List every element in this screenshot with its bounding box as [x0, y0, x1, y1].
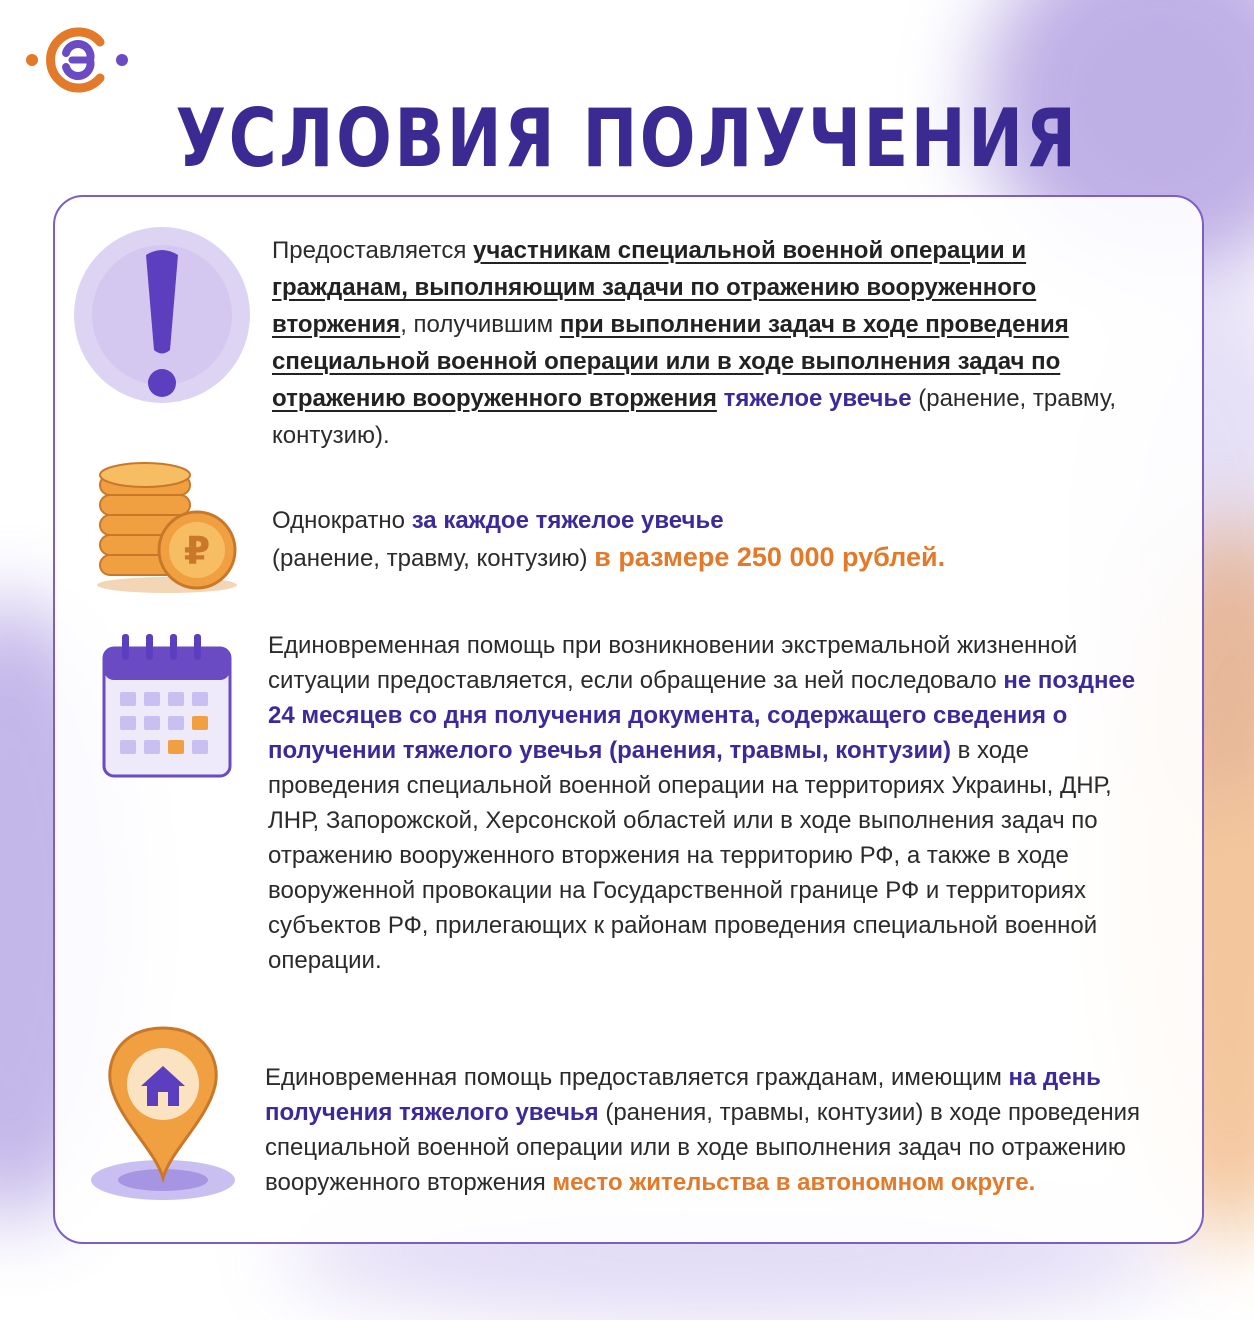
- text-highlight-orange: место жительства в автономном округе.: [552, 1169, 1036, 1196]
- block-amount-line1: [272, 502, 1152, 539]
- text-highlight: на день получения тяжелого увечья: [265, 1064, 1101, 1126]
- text-highlight: за каждое тяжелое увечье: [411, 507, 724, 534]
- location-home-icon: [85, 1020, 245, 1205]
- text-underlined: участникам специальной военной операции и гражданам, выполняющим задачи по отражению вооруженного вторжения: [272, 237, 1037, 338]
- page-title: УСЛОВИЯ ПОЛУЧЕНИЯ: [175, 92, 1079, 185]
- logo-icon: [22, 20, 132, 100]
- block-amount: [272, 502, 1152, 577]
- amount-highlight: в размере 250 000 рублей.: [594, 542, 946, 572]
- text-plain: в ходе проведения специальной военной операции на территориях Украины, ДНР, ЛНР, Запорожской, Херсонской областей или в ходе выполнения задач по отражению вооруженного вторжения на территорию РФ, а также в ходе вооруженной провокации на Государственной границе РФ и территориях субъектов РФ, прилегающих к районам проведения специальной военной операции.: [268, 737, 1112, 974]
- coins-ruble-icon: [92, 455, 242, 595]
- block-residence: [265, 1060, 1145, 1200]
- text-plain: (ранение, травму, контузию): [272, 545, 595, 572]
- text-plain: , получившим: [400, 311, 560, 338]
- calendar-icon: [100, 630, 235, 780]
- text-plain: (ранения, травмы, контузии) в ходе проведения специальной военной операции или в ходе выполнения задач по отражению вооруженного вторжения: [265, 1099, 1140, 1196]
- text-plain: [717, 385, 724, 412]
- block-deadline: [268, 628, 1148, 978]
- text-underlined: при выполнении задач в ходе проведения специальной военной операции или в ходе выполнения задач по отражению вооруженного вторжения: [272, 311, 1069, 412]
- text-highlight: не позднее 24 месяцев со дня получения документа, содержащего сведения о получении тяжелого увечья (ранения, травмы, контузии): [268, 667, 1136, 764]
- block-residence-text: [265, 1060, 1145, 1200]
- text-plain: (ранение, травму, контузию).: [272, 385, 1117, 449]
- text-plain: Единовременная помощь предоставляется гражданам, имеющим: [265, 1064, 1009, 1091]
- text-plain: Однократно: [272, 507, 412, 534]
- text-plain: Единовременная помощь при возникновении экстремальной жизненной ситуации предоставляется, если обращение за ней последовало: [268, 632, 1078, 694]
- block-deadline-text: [268, 628, 1148, 978]
- text-plain: Предоставляется: [272, 237, 473, 264]
- block-eligibility: [272, 232, 1152, 454]
- block-eligibility-text: [272, 232, 1152, 454]
- text-highlight: тяжелое увечье: [723, 385, 912, 412]
- svg-text:₽: ₽: [183, 529, 211, 573]
- block-amount-line2: [272, 539, 1152, 577]
- exclamation-icon: [72, 215, 252, 415]
